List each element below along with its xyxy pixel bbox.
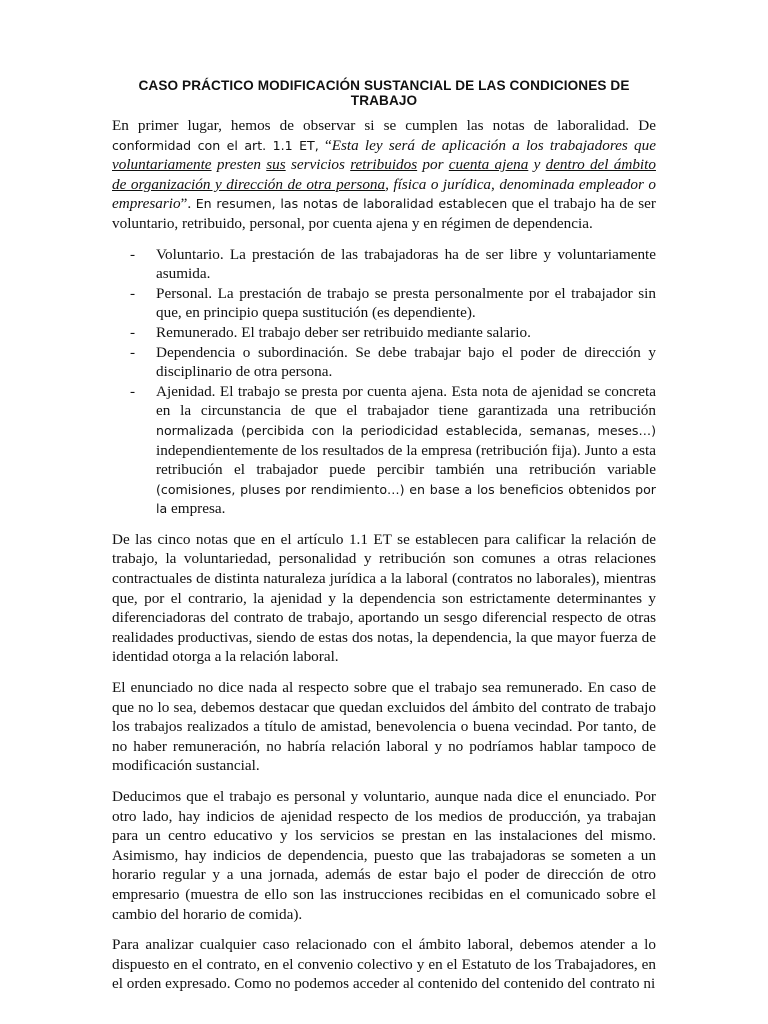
quote-underlined: voluntariamente: [112, 156, 212, 174]
quote-underlined: dentro del ámbito de organización y dirección de otra persona: [112, 156, 656, 193]
open-quote: “: [318, 136, 332, 154]
list-dash: -: [130, 382, 136, 400]
list-item: [112, 245, 656, 284]
paragraph-intro: [112, 116, 656, 234]
list-item-text: normalizada (percibida con la periodicidad establecida, semanas, meses…): [156, 422, 656, 438]
list-item-text: empresa.: [167, 500, 226, 518]
quote-underlined: cuenta ajena: [448, 156, 529, 174]
quote-underlined: retribuidos: [350, 156, 418, 174]
quote-text: , física o jurídica, denominada empleador o empresario: [112, 175, 656, 213]
list-dash: -: [130, 245, 136, 263]
list-dash: -: [130, 284, 136, 302]
paragraph-deducciones: Deducimos que el trabajo es personal y voluntario, aunque nada dice el enunciado. Por otro lado, hay indicios de ajenidad respecto de los medios de producción, ya trabajan para un centro educativo y los servicios se prestan en las instalaciones del mismo. Asimismo, hay indicios de dependencia, puesto que las trabajadoras se someten a un horario regular y a una jornada, además de estar bajo el poder de dirección de otro empresario (muestra de ello son las instrucciones recibidas en el comunicado sobre el cambio del horario de comida).: [112, 788, 656, 923]
list-dash: -: [130, 343, 136, 361]
list-item-text: independientemente de los resultados de la empresa (retribución fija). Junto a esta retribución el trabajador puede percibir también una retribución variable: [156, 441, 656, 479]
list-item: [112, 323, 656, 343]
laboralidad-list: [112, 245, 656, 519]
list-item-text: (comisiones, pluses por rendimiento…) en base a los beneficios obtenidos por la: [156, 481, 656, 517]
list-item-text: Remunerado. El trabajo deber ser retribuido mediante salario.: [156, 323, 531, 341]
list-item-text: Ajenidad. El trabajo se presta por cuenta ajena. Esta nota de ajenidad se concreta en la circunstancia de que el trabajador tiene garantizada una retribución: [156, 382, 656, 420]
quote-text: servicios: [285, 156, 351, 174]
quote-underlined: sus: [266, 156, 286, 174]
list-item-text: Voluntario. La prestación de las trabajadoras ha de ser libre y voluntariamente asumida.: [156, 245, 656, 283]
list-item-ajenidad: [112, 382, 656, 519]
intro-reference: conformidad con el art. 1.1 ET,: [112, 137, 319, 153]
quote-text: Esta ley será de aplicación a los trabajadores que: [331, 136, 656, 154]
list-item: [112, 284, 656, 323]
paragraph-analisis: Para analizar cualquier caso relacionado con el ámbito laboral, debemos atender a lo dispuesto en el contrato, en el convenio colectivo y en el Estatuto de los Trabajadores, en el orden expresado. Como no podemos acceder al contenido del contenido del contrato ni: [112, 936, 656, 993]
list-item-text: Personal. La prestación de trabajo se presta personalmente por el trabajador sin que, en principio quepa sustitución (es dependiente).: [156, 284, 656, 322]
quote-text: presten: [211, 156, 267, 174]
paragraph-cinco-notas: De las cinco notas que en el artículo 1.1 ET se establecen para calificar la relación de trabajo, la voluntariedad, personalidad y retribución son comunes a otras relaciones contractuales de distinta naturaleza jurídica a la laboral (contratos no laborales), mientras que, por el contrario, la ajenidad y la dependencia son estrictamente determinantes y diferenciadoras del contrato de trabajo, aportando un sesgo diferencial respecto de otras realidades productivas, siendo de estas dos notas, la dependencia, la que mayor fuerza de identidad otorga a la relación laboral.: [112, 530, 656, 666]
list-item-text: Dependencia o subordinación. Se debe trabajar bajo el poder de dirección y disciplinario de otra persona.: [156, 343, 656, 381]
list-dash: -: [130, 323, 136, 341]
list-item: [112, 343, 656, 382]
paragraph-remuneracion: El enunciado no dice nada al respecto sobre que el trabajo sea remunerado. En caso de que no lo sea, debemos destacar que quedan excluidos del ámbito del contrato de trabajo los trabajos realizados a título de amistad, benevolencia o buena vecindad. Por tanto, de no haber remuneración, no habría relación laboral y no podríamos hablar tampoco de modificación sustancial.: [112, 679, 656, 775]
quote-text: y: [528, 156, 546, 174]
quote-text: por: [417, 156, 449, 174]
close-quote: ”.: [180, 195, 196, 213]
summary-text: En resumen, las notas de laboralidad establecen: [195, 196, 508, 212]
summary-text-end: que el trabajo ha de ser voluntario, retribuido, personal, por cuenta ajena y en régimen de dependencia.: [112, 195, 656, 232]
document-title: CASO PRÁCTICO MODIFICACIÓN SUSTANCIAL DE LAS CONDICIONES DE TRABAJO: [138, 78, 630, 108]
intro-text: En primer lugar, hemos de observar si se cumplen las notas de laboralidad. De: [112, 117, 656, 134]
